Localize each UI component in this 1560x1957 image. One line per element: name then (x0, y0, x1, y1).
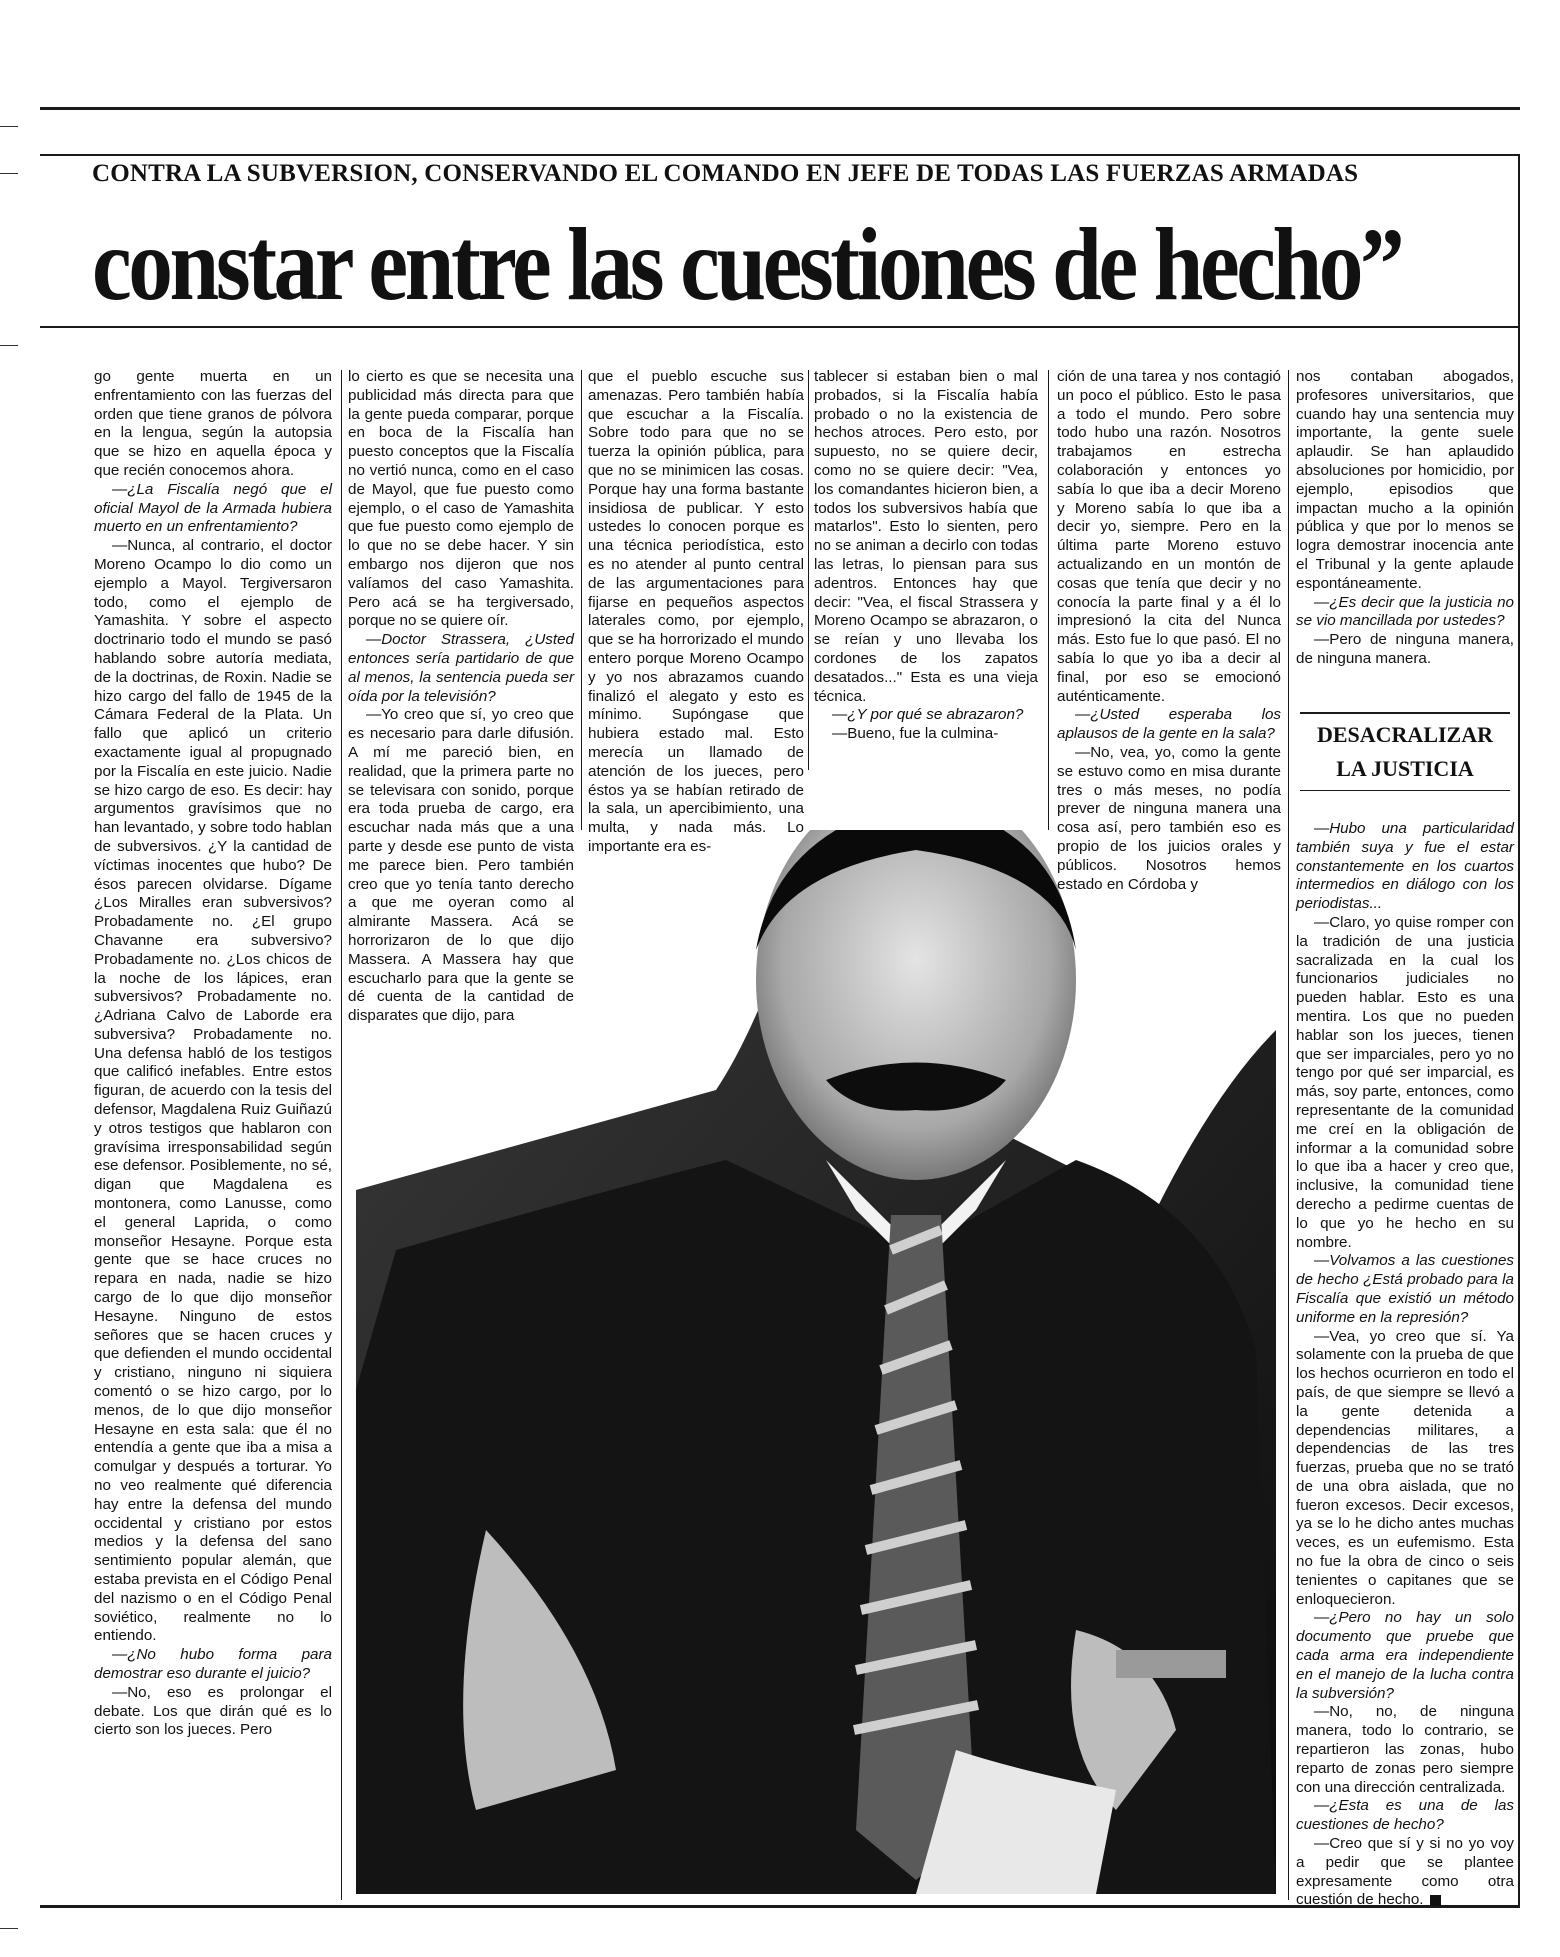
subhead-line-1: DESACRALIZAR (1316, 722, 1494, 747)
paragraph: lo cierto es que se necesita una publicidad más directa para que la gente pueda comparar, porque en boca de la Fiscalía han puesto conceptos que la Fiscalía no vertió nunca, como en el caso de Mayol, que fue puesto como ejemplo, o el caso de Yamashita que fue puesto como ejemplo de lo que no se debe hacer. Y sin embargo nos dijeron que nos valíamos del caso Yamashita. Pero acá se ha tergiversado, porque no se quiere oír. (348, 368, 574, 630)
subhead-line-2: LA JUSTICIA (1336, 756, 1474, 781)
subhead-bottom-rule (1300, 790, 1510, 791)
answer-text: —Creo que sí y si no yo voy a pedir que se plantee expresamente como otra cuestión de hecho. (1296, 1835, 1514, 1909)
answer: —Vea, yo creo que sí. Ya solamente con la prueba de que los hechos ocurrieron en todo el país, de que siempre se llevó a la gente detenida a dependencias militares, a dependencias de las tres fuerzas, prueba que no se trató de una obra aislada, que no fueron excesos. Decir excesos, ya se lo he dicho antes muchas veces, es un eufemismo. Esta no fue la obra de cinco o seis tenientes o capitanes que se enloquecieron. (1296, 1327, 1514, 1608)
paragraph: que el pueblo escuche sus amenazas. Pero también había que escuchar a la Fiscalía. Sobre todo para que no se tuerza la opinión pública, para que no se minimicen las cosas. Porque hay una forma bastante insidiosa de publicar. Y esto ustedes lo conocen porque es una técnica periodística, esto es no atender al punto central de las argumentaciones para fijarse en pequeños aspectos laterales como, por ejemplo, que se ha horrorizado el mundo entero porque Moreno Ocampo y yo nos abrazamos cuando finalizó el alegato y esto es mínimo. Supóngase que hubiera estado mal. Esto merecía un llamado de atención de los jueces, pero éstos ya se habían retirado de la sala, un apercibimiento, una multa, y nada más. Lo importante era es- (588, 368, 804, 855)
subhead (1296, 718, 1514, 786)
article-column-1 (94, 368, 332, 1740)
question: —Doctor Strassera, ¿Usted entonces sería partidario de que al menos, la sentencia pueda ser oída por la televisión? (348, 631, 574, 705)
paragraph: ción de una tarea y nos contagió un poco el público. Esto le pasa a todo el mundo. Pero sobre todo hubo una razón. Nosotros trabajamos en estrecha colaboración y entonces yo sabía lo que iba a decir Moreno y Moreno sabía lo que iba a decir yo, siempre. Pero en la última parte Moreno estuvo actualizando en un montón de cosas que tenía que decir y no conocía la parte final y a él lo impresionó la cita del Nunca más. Esto fue lo que pasó. El no sabía lo que yo iba a decir al final, por eso se emocionó auténticamente. (1057, 368, 1281, 705)
answer: —No, eso es prolongar el debate. Los que dirán qué es lo cierto son los jueces. Pero (94, 1683, 332, 1739)
right-border-rule (1518, 154, 1520, 1906)
column-rule (581, 370, 582, 830)
question: —¿Usted esperaba los aplausos de la gente en la sala? (1057, 706, 1281, 743)
question: —Hubo una particularidad también suya y fue el estar constantemente en los cuartos intermedios en diálogo con los periodistas... (1296, 820, 1514, 913)
header-bottom-rule (40, 326, 1520, 328)
question: —¿Y por qué se abrazaron? (832, 706, 1024, 724)
article-column-6-continued (1296, 820, 1514, 1910)
answer: —Claro, yo quise romper con la tradición de una justicia sacralizada en la cual los funcionarios judiciales no pueden hablar. Esto es una mentira. Los que no pueden hablar son los jueces, tienen que ser imparciales, pero yo no tengo por qué ser imparcial, es más, soy parte, entonces, como representante de la comunidad me creí en la obligación de informar a la comunidad sobre lo que iba a hacer y creo que, inclusive, la comunidad tiene derecho a pedirme cuentas de lo que yo he hecho en su nombre. (1296, 913, 1514, 1251)
margin-tick (0, 1928, 18, 1929)
answer: —Bueno, fue la culmina- (832, 725, 999, 743)
paragraph: go gente muerta en un enfrentamiento con las fuerzas del orden que tiene granos de pólvora en la lengua, según la autopsia que se hizo en aquella época y que recién conocemos ahora. (94, 368, 332, 479)
article-column-6 (1296, 368, 1514, 669)
question: —Volvamos a las cuestiones de hecho ¿Está probado para la Fiscalía que existió un método uniforme en la represión? (1296, 1252, 1514, 1326)
article-column-2 (348, 368, 574, 1026)
column-rule (808, 370, 809, 770)
kicker: CONTRA LA SUBVERSION, CONSERVANDO EL COMANDO EN JEFE DE TODAS LAS FUERZAS ARMADAS (92, 160, 1359, 187)
answer: —Yo creo que sí, yo creo que es necesario para darle difusión. A mí me pareció bien, en realidad, que la primera parte no se televisara con sonido, porque era toda prueba de cargo, era escuchar nada más que a una parte y desde ese punto de vista me parece bien. Pero también creo que yo tenía tanto derecho a que me oyeran como al almirante Massera. Acá se horrorizaron de lo que dijo Massera. A Massera hay que escucharlo para que la gente se dé cuenta de la cantidad de disparates que dijo, para (348, 706, 574, 1025)
top-rule (40, 107, 1520, 110)
headline: constar entre las cuestiones de hecho” (92, 207, 1402, 322)
end-of-article-mark (1430, 1895, 1441, 1906)
margin-tick (0, 126, 18, 127)
answer (1296, 1835, 1514, 1910)
paragraph: nos contaban abogados, profesores universitarios, que cuando hay una sentencia muy importante, la gente suele aplaudir. Se han aplaudido absoluciones por homicidio, por ejemplo, episodios que impactan mucho a la opinión pública y que por lo menos se logra demostrar inocencia ante el Tribunal y la gente aplaude espontáneamente. (1296, 368, 1514, 592)
question: —¿Es decir que la justicia no se vio mancillada por ustedes? (1296, 593, 1514, 630)
article-column-3 (588, 368, 804, 857)
answer: —No, vea, yo, como la gente se estuvo como en misa durante tres o más meses, no podía prever de ninguna manera una cosa así, pero también eso es propio de los juicios orales y públicos. Nosotros hemos estado en Córdoba y (1057, 743, 1281, 893)
question: —¿Pero no hay un solo documento que pruebe que cada arma era independiente en el manejo de la lucha contra la subversión? (1296, 1609, 1514, 1702)
margin-tick (0, 345, 18, 346)
answer: —No, no, de ninguna manera, todo lo contrario, se repartieron las zonas, hubo reparto de zonas pero siempre con una dirección centralizada. (1296, 1703, 1514, 1796)
question: —¿La Fiscalía negó que el oficial Mayol de la Armada hubiera muerto en un enfrentamiento? (94, 480, 332, 536)
paragraph: tablecer si estaban bien o mal probados, si la Fiscalía había probado o no la existencia de hechos atroces. Pero esto, por supuesto, no se quiere decir, como no se quiere decir: "Vea, los comandantes hicieron bien, a todos los subversivos había que matarlos". Esto lo sienten, pero no se animan a decirlo con todas las letras, lo piensan para sus adentros. Entonces hay que decir: "Vea, el fiscal Strassera y Moreno Ocampo se abrazaron, o se reían y uno llevaba los cordones de los zapatos desatados..." Esta es una vieja técnica. (814, 368, 1038, 705)
question: —¿Esta es una de las cuestiones de hecho? (1296, 1797, 1514, 1834)
answer: —Pero de ninguna manera, de ninguna manera. (1296, 631, 1514, 667)
question: —¿No hubo forma para demostrar eso durante el juicio? (94, 1646, 332, 1682)
header-box-top-rule (40, 154, 1520, 156)
article-column-4 (814, 368, 1038, 744)
subhead-top-rule (1300, 712, 1510, 714)
column-rule (1288, 370, 1289, 1900)
column-rule (341, 370, 342, 1900)
margin-tick (0, 173, 18, 174)
article-column-5 (1057, 368, 1281, 894)
answer: —Nunca, al contrario, el doctor Moreno Ocampo lo dio como un ejemplo a Mayol. Tergiversaron todo, como el ejemplo de Yamashita. Y sobre el aspecto doctrinario todo el mundo se pasó hablando sobre autoría mediata, de la doctrinas, de Roxin. Nadie se hizo cargo del fallo de 1945 de la Cámara Federal de la Plata. Un fallo que aplicó un criterio exactamente igual al propugnado por la Fiscalía en este juicio. Nadie se hizo cargo de eso. Es decir: hay argumentos gravísimos que no han levantado, y sobre todo hablan de subversivos. ¿Y la cantidad de víctimas inocentes que hubo? De ésos parecen olvidarse. Dígame ¿Los Miralles eran subversivos? Probadamente no. ¿El grupo Chavanne era subversivo? Probadamente no. ¿Los chicos de la noche de los lápices, eran subversivos? Probadamente no. ¿Adriana Calvo de Laborde era subversiva? Probadamente no. Una defensa habló de los testigos que calificó inefables. Entre estos figuran, de acuerdo con la tesis del defensor, Magdalena Ruiz Guiñazú y otros testigos que hablaron con gravísima irresponsabilidad según ese defensor. Posiblemente, no sé, digan que Magdalena es montonera, como Lanusse, como el general Laprida, o como monseñor Hesayne. Porque esta gente que se hace cruces no repara en nada, nadie se hizo cargo de lo que dijo monseñor Hesayne. Ninguno de estos señores que se hacen cruces y que defienden el mundo occidental y cristiano, ninguno ni siquiera comentó o se hizo cargo, por lo menos, de lo que dijo monseñor Hesayne en esta sala: que él no entendía a gente que iba a misa a comulgar y después a torturar. Yo no veo realmente qué diferencia hay entre la defensa del mundo occidental y cristiano por estos medios y la defensa del sano sentimiento popular alemán, que estaba prevista en el Código Penal del nazismo o en el Código Penal soviético, realmente no lo entiendo. (94, 537, 332, 1645)
